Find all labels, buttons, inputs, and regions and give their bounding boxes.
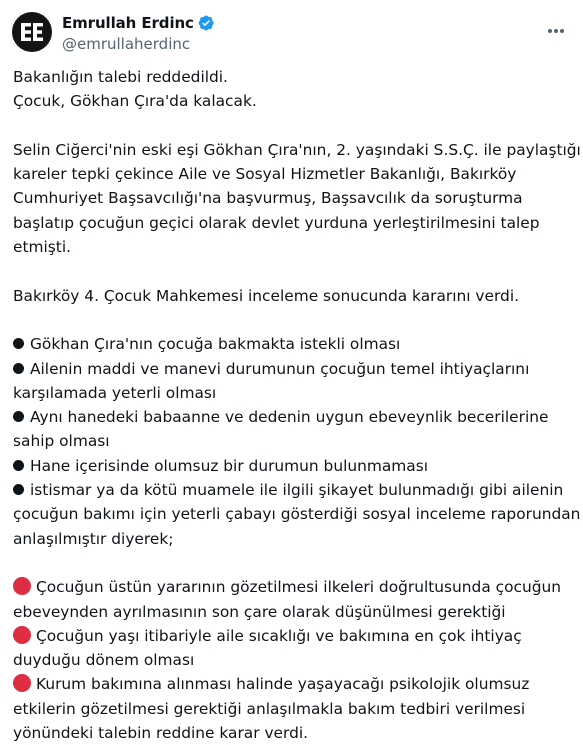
post-line	[13, 284, 579, 308]
post-line	[13, 405, 579, 429]
blank-line	[13, 259, 579, 283]
post-line	[13, 527, 579, 551]
post-line-text: Aynı hanedeki babaanne ve dedenin uygun ebeveynlik becerilerine	[30, 408, 549, 427]
black-circle-icon	[13, 411, 24, 422]
post-line	[13, 138, 579, 162]
post-line-text: yönündeki talebin reddine karar verdi.	[13, 724, 309, 743]
post-line	[13, 672, 579, 696]
post-line	[13, 454, 579, 478]
post-line-text: etmişti.	[13, 238, 71, 257]
post-line-text: Ailenin maddi ve manevi durumunun çocuğun temel ihtiyaçlarını	[30, 359, 530, 378]
author-names	[62, 13, 215, 54]
post-line-text: etkilerin gözetilmesi gerektiği anlaşılmakla bakım tedbiri verilmesi	[13, 699, 526, 718]
post-line-text: karşılamada yeterli olması	[13, 383, 217, 402]
post-line	[13, 381, 579, 405]
post-line-text: Bakanlığın talebi reddedildi.	[13, 68, 228, 86]
post-line	[13, 478, 579, 502]
post-line	[13, 721, 579, 745]
post-line-text: Cumhuriyet Başsavcılığı'na başvurmuş, Başsavcılık da soruşturma	[13, 189, 523, 208]
post-line-text: çocuğun bakımı için yeterli çabayı gösterdiği sosyal inceleme raporundan	[13, 505, 581, 524]
black-circle-icon	[13, 484, 24, 495]
post-line-text: Çocuk, Gökhan Çıra'da kalacak.	[13, 92, 257, 111]
post-line	[13, 502, 579, 526]
display-name[interactable]: Emrullah Erdinc	[62, 14, 194, 32]
post-line-text: anlaşılmıştır diyerek;	[13, 529, 174, 548]
post-line-text: Selin Ciğerci'nin eski eşi Gökhan Çıra'nın, 2. yaşındaki S.S.Ç. ile paylaştığı	[13, 140, 581, 159]
red-circle-icon	[13, 674, 31, 692]
verified-badge-icon	[197, 14, 215, 32]
post-line	[13, 575, 579, 599]
post-line-text: Hane içerisinde olumsuz bir durumun bulunmaması	[30, 456, 429, 475]
menu-dot	[554, 29, 558, 33]
post-line-text: ebeveynden ayrılmasının son çare olarak düşünülmesi gerektiği	[13, 602, 506, 621]
post-line	[13, 89, 579, 113]
post-line-text: istismar ya da kötü muamele ile ilgili şikayet bulunmadığı gibi ailenin	[30, 481, 564, 500]
post-line-text: Bakırköy 4. Çocuk Mahkemesi inceleme sonucunda kararını verdi.	[13, 286, 519, 305]
black-circle-icon	[13, 338, 24, 349]
post-line	[13, 211, 579, 235]
post-line	[13, 357, 579, 381]
post-line-text: Çocuğun üstün yararının gözetilmesi ilkeleri doğrultusunda çocuğun	[36, 578, 562, 597]
post-line-text: kareler tepki çekince Aile ve Sosyal Hizmetler Bakanlığı, Bakırköy	[13, 165, 517, 184]
post-text	[13, 65, 579, 745]
post-line-text: Gökhan Çıra'nın çocuğa bakmakta istekli olması	[30, 335, 401, 354]
menu-dot	[560, 29, 564, 33]
post-line	[13, 332, 579, 356]
post-line	[13, 162, 579, 186]
post-line-text: Kurum bakımına alınması halinde yaşayacağı psikolojik olumsuz	[36, 675, 530, 694]
post-line-text: Çocuğun yaşı itibariyle aile sıcaklığı ve bakımına en çok ihtiyaç	[36, 626, 522, 645]
post-line	[13, 600, 579, 624]
post-line-text: duyduğu dönem olması	[13, 651, 195, 670]
red-circle-icon	[13, 577, 31, 595]
post-header	[12, 8, 571, 52]
black-circle-icon	[13, 460, 24, 471]
black-circle-icon	[13, 363, 24, 374]
post-line	[13, 65, 579, 89]
avatar[interactable]	[12, 12, 52, 52]
blank-line	[13, 114, 579, 138]
post-line	[13, 235, 579, 259]
post-line-text: başlatıp çocuğun geçici olarak devlet yurduna yerleştirilmesini talep	[13, 213, 540, 232]
post-line	[13, 624, 579, 648]
post-line	[13, 697, 579, 721]
blank-line	[13, 551, 579, 575]
post-line	[13, 429, 579, 453]
author-handle[interactable]: @emrullaherdinc	[62, 35, 191, 53]
menu-dot	[548, 29, 552, 33]
more-options-icon[interactable]	[547, 18, 571, 38]
post-line-text: sahip olması	[13, 432, 110, 451]
red-circle-icon	[13, 626, 31, 644]
logo-icon	[12, 12, 52, 52]
post-line	[13, 186, 579, 210]
post-line	[13, 648, 579, 672]
blank-line	[13, 308, 579, 332]
